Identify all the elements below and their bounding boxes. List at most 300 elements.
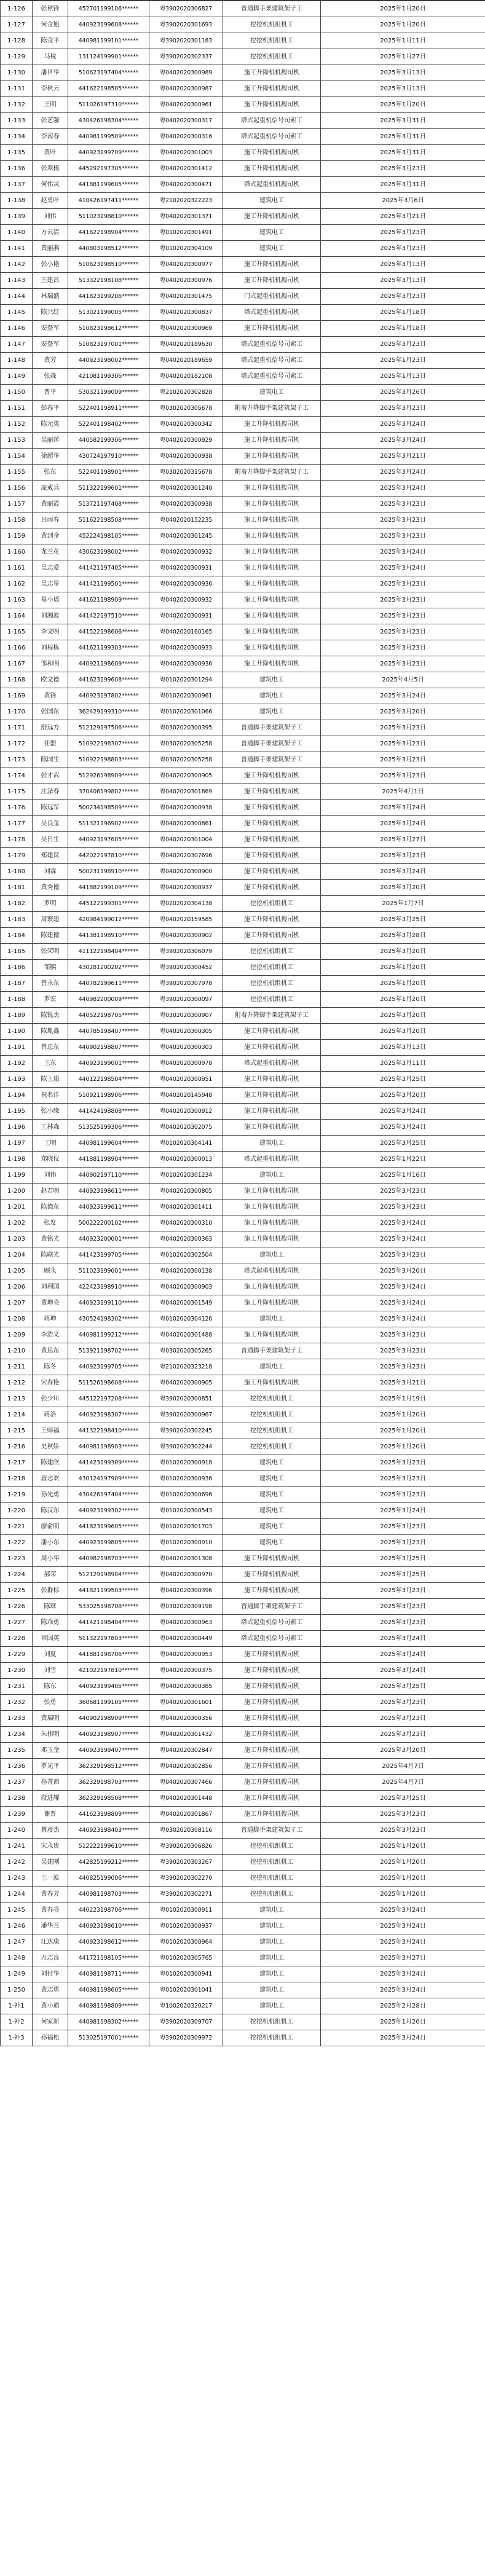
id-number-cell: 440923199608****** [68,17,149,33]
operation-type-cell: 附着升降脚手架建筑架子工 [223,465,321,481]
certificate-number-cell: 粤3902020307978 [149,976,223,992]
certificate-number-cell: 粤0402020301412 [149,161,223,177]
worker-name-cell: 王明 [33,1136,68,1152]
certificate-number-cell: 粤0102020304126 [149,1311,223,1327]
id-number-cell: 512926198909****** [68,768,149,784]
operation-type-cell: 施工升降机机搜司机 [223,784,321,800]
id-number-cell: 441421197405****** [68,560,149,576]
worker-name-cell: 张少川 [33,1391,68,1407]
table-row [1,161,485,177]
certificate-number-cell: 粤0402020300902 [149,928,223,944]
table-row [1,1327,485,1343]
id-number-cell: 441381198910****** [68,928,149,944]
row-number-cell: 1-167 [1,656,33,672]
table-row [1,976,485,992]
issue-date-cell: 2025年3月23日 [321,1327,485,1343]
id-number-cell: 440981198703****** [68,1887,149,1903]
id-number-cell: 511622198508****** [68,512,149,528]
worker-name-cell: 周繁建 [33,912,68,928]
issue-date-cell: 2025年3月23日 [321,1455,485,1471]
id-number-cell: 522401198901****** [68,465,149,481]
table-row [1,1200,485,1215]
worker-name-cell: 张荣明 [33,944,68,960]
operation-type-cell: 建筑电工 [223,704,321,720]
row-number-cell: 1-244 [1,1887,33,1903]
id-number-cell: 441821199503****** [68,1583,149,1599]
operation-type-cell: 施工升降机机搜司机 [223,928,321,944]
worker-name-cell: 祝名洋 [33,1088,68,1104]
id-number-cell: 441421198404****** [68,1615,149,1631]
certificate-number-cell: 粤0402020300938 [149,800,223,816]
worker-name-cell: 曾永东 [33,976,68,992]
id-number-cell: 441721198105****** [68,1950,149,1966]
row-number-cell: 1-181 [1,880,33,896]
row-number-cell: 1-172 [1,736,33,752]
issue-date-cell: 2025年1月20日 [321,976,485,992]
table-row [1,832,485,848]
issue-date-cell: 2025年3月24日 [321,1918,485,1934]
id-number-cell: 440923197605****** [68,832,149,848]
worker-name-cell: 王明 [33,97,68,113]
row-number-cell: 1-194 [1,1088,33,1104]
operation-type-cell: 挖挖机机组机工 [223,976,321,992]
worker-name-cell: 李浩义 [33,1327,68,1343]
row-number-cell: 1-128 [1,33,33,49]
operation-type-cell: 普通脚手架建筑架子工 [223,1599,321,1615]
operation-type-cell: 挖挖机机组机工 [223,1871,321,1887]
operation-type-cell: 施工升降机机搜司机 [223,576,321,592]
table-row [1,1823,485,1839]
operation-type-cell: 施工升降机机搜司机 [223,1663,321,1679]
row-number-cell: 1-136 [1,161,33,177]
issue-date-cell: 2025年1月20日 [321,1439,485,1455]
row-number-cell: 1-179 [1,848,33,864]
row-number-cell: 1-224 [1,1567,33,1583]
worker-name-cell: 吴丽萍 [33,433,68,449]
table-row [1,1934,485,1950]
roster-table [0,1,485,2046]
certificate-number-cell: 粤0102020301041 [149,1982,223,1998]
certificate-number-cell: 粤2102020323218 [149,1359,223,1375]
worker-name-cell: 刘利国 [33,1279,68,1295]
table-row [1,1152,485,1168]
row-number-cell: 1-235 [1,1743,33,1759]
worker-name-cell: 邓玉金 [33,1743,68,1759]
row-number-cell: 1-208 [1,1311,33,1327]
certificate-number-cell: 粤0102020300964 [149,1934,223,1950]
id-number-cell: 452701199106****** [68,1,149,17]
operation-type-cell: 建筑电工 [223,1982,321,1998]
table-row [1,1918,485,1934]
worker-name-cell: 张小艳 [33,257,68,273]
row-number-cell: 1-207 [1,1295,33,1311]
table-row [1,337,485,353]
operation-type-cell: 施工升降机机搜司机 [223,1583,321,1599]
operation-type-cell: 塔式起重机机搜司机 [223,1152,321,1168]
worker-name-cell: 张艺馨 [33,113,68,129]
issue-date-cell: 2025年3月23日 [321,720,485,736]
issue-date-cell: 2025年3月13日 [321,1040,485,1056]
issue-date-cell: 2025年3月20日 [321,1088,485,1104]
table-row [1,816,485,832]
id-number-cell: 440981199604****** [68,1136,149,1152]
row-number-cell: 1-203 [1,1231,33,1247]
table-row [1,608,485,624]
row-number-cell: 1-246 [1,1918,33,1934]
worker-name-cell: 潘世华 [33,65,68,81]
issue-date-cell: 2025年3月23日 [321,768,485,784]
operation-type-cell: 塔式起重机信号司索工 [223,113,321,129]
certificate-number-cell: 粤3902020301183 [149,33,223,49]
operation-type-cell: 施工升降机机搜司机 [223,1551,321,1567]
worker-name-cell: 刘湘波 [33,608,68,624]
table-row [1,1551,485,1567]
table-row [1,912,485,928]
table-row [1,672,485,688]
operation-type-cell: 施工升降机机搜司机 [223,161,321,177]
operation-type-cell: 建筑电工 [223,1359,321,1375]
issue-date-cell: 2025年3月20日 [321,944,485,960]
issue-date-cell: 2025年3月25日 [321,1791,485,1807]
id-number-cell: 430281200202****** [68,960,149,976]
issue-date-cell: 2025年3月23日 [321,1711,485,1727]
issue-date-cell: 2025年3月20日 [321,1008,485,1024]
row-number-cell: 1-222 [1,1535,33,1551]
row-number-cell: 1-126 [1,1,33,17]
table-row [1,1647,485,1663]
id-number-cell: 512129197506****** [68,720,149,736]
issue-date-cell: 2025年3月20日 [321,1263,485,1279]
issue-date-cell: 2025年3月24日 [321,816,485,832]
issue-date-cell: 2025年1月13日 [321,369,485,385]
table-row [1,704,485,720]
certificate-number-cell: 粤0402020300912 [149,1104,223,1120]
table-row [1,113,485,129]
worker-name-cell: 周小华 [33,1551,68,1567]
id-number-cell: 440921198609****** [68,656,149,672]
certificate-number-cell: 粤0402020300963 [149,1615,223,1631]
issue-date-cell: 2025年3月25日 [321,1072,485,1088]
worker-name-cell: 刘霖 [33,864,68,880]
id-number-cell: 440223198706****** [68,1903,149,1918]
worker-name-cell: 吴志爱 [33,560,68,576]
id-number-cell: 440785198407****** [68,1024,149,1040]
issue-date-cell: 2025年3月24日 [321,800,485,816]
operation-type-cell: 施工升降机机搜司机 [223,1679,321,1695]
operation-type-cell: 建筑电工 [223,241,321,257]
worker-name-cell: 王林森 [33,1120,68,1136]
row-number-cell: 1-215 [1,1423,33,1439]
row-number-cell: 1-157 [1,497,33,512]
row-number-cell: 1-213 [1,1391,33,1407]
issue-date-cell: 2025年1月20日 [321,1855,485,1871]
certificate-number-cell: 粤3902020301693 [149,17,223,33]
worker-name-cell: 陈联光 [33,1247,68,1263]
operation-type-cell: 附着升降脚手架建筑架子工 [223,1008,321,1024]
id-number-cell: 513921198702****** [68,1343,149,1359]
certificate-number-cell: 粤0402020301240 [149,481,223,497]
worker-name-cell: 任盟 [33,736,68,752]
id-number-cell: 440923199405****** [68,1679,149,1695]
id-number-cell: 440582199306****** [68,433,149,449]
worker-name-cell: 宋春艳 [33,1375,68,1391]
certificate-number-cell: 粤0402020300317 [149,113,223,129]
table-row [1,1439,485,1455]
id-number-cell: 440981199212****** [68,1327,149,1343]
id-number-cell: 445122197208****** [68,1391,149,1407]
table-row [1,1279,485,1295]
issue-date-cell: 2025年3月24日 [321,544,485,560]
table-row [1,481,485,497]
worker-name-cell: 张小缘 [33,1104,68,1120]
id-number-cell: 512129198904****** [68,1567,149,1583]
issue-date-cell: 2025年3月23日 [321,1807,485,1823]
operation-type-cell: 普通脚手架建筑架子工 [223,720,321,736]
id-number-cell: 442022197810****** [68,848,149,864]
operation-type-cell: 塔式起重机信号司索工 [223,1631,321,1647]
certificate-number-cell: 粤0402020301475 [149,289,223,305]
certificate-number-cell: 粤3902020300097 [149,992,223,1008]
id-number-cell: 441423199705****** [68,1247,149,1263]
id-number-cell: 441882199109****** [68,880,149,896]
certificate-number-cell: 粤0402020307466 [149,1775,223,1791]
certificate-number-cell: 粤2102020302828 [149,385,223,401]
operation-type-cell: 施工升降机机搜司机 [223,145,321,161]
issue-date-cell: 2025年3月24日 [321,1215,485,1231]
row-number-cell: 1-200 [1,1184,33,1200]
certificate-number-cell: 粤3902020306079 [149,944,223,960]
operation-type-cell: 建筑电工 [223,1918,321,1934]
table-row [1,1359,485,1375]
table-row [1,1263,485,1279]
id-number-cell: 441424198808****** [68,1104,149,1120]
row-number-cell: 1-171 [1,720,33,736]
certificate-number-cell: 粤0402020301308 [149,1551,223,1567]
table-row [1,273,485,289]
id-number-cell: 510823197001****** [68,337,149,353]
issue-date-cell: 2025年3月23日 [321,512,485,528]
row-number-cell: 1-209 [1,1327,33,1343]
row-number-cell: 1-205 [1,1263,33,1279]
worker-name-cell: 黄春亮 [33,1903,68,1918]
certificate-number-cell: 粤3902020300452 [149,960,223,976]
id-number-cell: 440981199509****** [68,129,149,145]
issue-date-cell: 2025年3月20日 [321,880,485,896]
operation-type-cell: 建筑电工 [223,1487,321,1503]
worker-name-cell: 李秋云 [33,81,68,97]
issue-date-cell: 2025年3月26日 [321,385,485,401]
table-row [1,1791,485,1807]
issue-date-cell: 2025年3月23日 [321,1583,485,1599]
issue-date-cell: 2025年3月23日 [321,401,485,417]
operation-type-cell: 挖挖机机组机工 [223,1391,321,1407]
id-number-cell: 440923198403****** [68,1823,149,1839]
operation-type-cell: 塔式起重机信号司索工 [223,1615,321,1631]
id-number-cell: 440923198907****** [68,1727,149,1743]
row-number-cell: 1-148 [1,353,33,369]
id-number-cell: 430724197910****** [68,449,149,465]
id-number-cell: 430623198002****** [68,544,149,560]
worker-name-cell: 彭春平 [33,401,68,417]
row-number-cell: 1-195 [1,1104,33,1120]
row-number-cell: 1-177 [1,816,33,832]
id-number-cell: 440923199611****** [68,1200,149,1215]
row-number-cell: 1-225 [1,1583,33,1599]
worker-name-cell: 陈乖勇 [33,1615,68,1631]
table-row [1,1008,485,1024]
id-number-cell: 500231198910****** [68,864,149,880]
worker-name-cell: 张发 [33,1215,68,1231]
worker-name-cell: 顾永 [33,1263,68,1279]
worker-name-cell: 赵勇叶 [33,193,68,209]
table-row [1,1679,485,1695]
worker-name-cell: 罗宏 [33,992,68,1008]
table-row [1,528,485,544]
row-number-cell: 1-132 [1,97,33,113]
operation-type-cell: 建筑电工 [223,1950,321,1966]
certificate-number-cell: 粤0102020301491 [149,225,223,241]
issue-date-cell: 2025年3月23日 [321,1519,485,1535]
issue-date-cell: 2025年3月23日 [321,1359,485,1375]
operation-type-cell: 建筑电工 [223,1168,321,1184]
worker-name-cell: 黄到金 [33,528,68,544]
issue-date-cell: 2025年3月23日 [321,1695,485,1711]
row-number-cell: 1-249 [1,1966,33,1982]
table-row [1,1535,485,1551]
issue-date-cell: 2025年1月22日 [321,1152,485,1168]
row-number-cell: 1-226 [1,1599,33,1615]
operation-type-cell: 施工升降机机搜司机 [223,624,321,640]
certificate-number-cell: 粤0402020300138 [149,1263,223,1279]
certificate-number-cell: 粤3902020306827 [149,1,223,17]
worker-name-cell: 陈远军 [33,800,68,816]
id-number-cell: 362329198703****** [68,1775,149,1791]
certificate-number-cell: 粤0402020302847 [149,1743,223,1759]
operation-type-cell: 挖挖机机组机工 [223,17,321,33]
worker-name-cell: 安登军 [33,337,68,353]
table-row [1,1247,485,1263]
certificate-number-cell: 粤0402020300932 [149,592,223,608]
worker-name-cell: 陈冬 [33,1359,68,1375]
issue-date-cell: 2025年3月24日 [321,1663,485,1679]
worker-name-cell: 刘夏 [33,1647,68,1663]
certificate-number-cell: 粤0402020300989 [149,65,223,81]
row-number-cell: 1-216 [1,1439,33,1455]
row-number-cell: 1-165 [1,624,33,640]
issue-date-cell: 2025年3月24日 [321,1120,485,1136]
certificate-number-cell: 粤0402020300013 [149,1152,223,1168]
row-number-cell: 1-229 [1,1647,33,1663]
table-row [1,512,485,528]
id-number-cell: 441622198904****** [68,225,149,241]
table-row [1,848,485,864]
issue-date-cell: 2025年3月21日 [321,1375,485,1391]
operation-type-cell: 挖挖机机组机工 [223,2014,321,2030]
table-row [1,321,485,337]
id-number-cell: 360681199105****** [68,1695,149,1711]
issue-date-cell: 2025年3月23日 [321,1727,485,1743]
id-number-cell: 420984199012****** [68,912,149,928]
certificate-number-cell: 粤0402020300310 [149,1215,223,1231]
row-number-cell: 1-185 [1,944,33,960]
worker-name-cell: 陈金平 [33,33,68,49]
row-number-cell: 1-170 [1,704,33,720]
row-number-cell: 1-127 [1,17,33,33]
row-number-cell: 1-204 [1,1247,33,1263]
worker-name-cell: 易小瑶 [33,592,68,608]
table-row [1,417,485,433]
row-number-cell: 1-189 [1,1008,33,1024]
operation-type-cell: 挖挖机机组机工 [223,944,321,960]
table-row [1,880,485,896]
issue-date-cell: 2025年1月11日 [321,33,485,49]
operation-type-cell: 施工升降机机搜司机 [223,1695,321,1711]
worker-name-cell: 徐超华 [33,449,68,465]
row-number-cell: 1-补1 [1,1998,33,2014]
certificate-number-cell: 粤3902020300967 [149,1407,223,1423]
table-row [1,2014,485,2030]
operation-type-cell: 施工升降机机搜司机 [223,864,321,880]
issue-date-cell: 2025年4月5日 [321,672,485,688]
issue-date-cell: 2025年3月23日 [321,640,485,656]
row-number-cell: 1-149 [1,369,33,385]
row-number-cell: 1-133 [1,113,33,129]
issue-date-cell: 2025年3月13日 [321,81,485,97]
operation-type-cell: 挖挖机机组机工 [223,1855,321,1871]
table-row [1,752,485,768]
table-row [1,1471,485,1487]
issue-date-cell: 2025年3月28日 [321,928,485,944]
worker-name-cell: 庄泽春 [33,784,68,800]
id-number-cell: 421022197810****** [68,1663,149,1679]
worker-name-cell: 庞戒兵 [33,481,68,497]
operation-type-cell: 施工升降机机搜司机 [223,481,321,497]
row-number-cell: 1-150 [1,385,33,401]
operation-type-cell: 建筑电工 [223,385,321,401]
table-row [1,1631,485,1647]
operation-type-cell: 塔式起重机信号司索工 [223,353,321,369]
certificate-number-cell: 粤0302020300395 [149,720,223,736]
operation-type-cell: 建筑电工 [223,225,321,241]
operation-type-cell: 建筑电工 [223,688,321,704]
issue-date-cell: 2025年3月24日 [321,1295,485,1311]
worker-name-cell: 黄丽霞 [33,497,68,512]
issue-date-cell: 2025年3月21日 [321,209,485,225]
operation-type-cell: 施工升降机机搜司机 [223,209,321,225]
table-row [1,81,485,97]
row-number-cell: 1-166 [1,640,33,656]
issue-date-cell: 2025年3月27日 [321,832,485,848]
row-number-cell: 1-218 [1,1471,33,1487]
row-number-cell: 1-143 [1,273,33,289]
issue-date-cell: 2025年3月24日 [321,1631,485,1647]
row-number-cell: 1-250 [1,1982,33,1998]
operation-type-cell: 挖挖机机组机工 [223,1887,321,1903]
issue-date-cell: 2025年3月24日 [321,1982,485,1998]
operation-type-cell: 塔式起重机机搜司机 [223,177,321,193]
issue-date-cell: 2025年3月23日 [321,1343,485,1359]
certificate-number-cell: 粤0402020300861 [149,816,223,832]
operation-type-cell: 施工升降机机搜司机 [223,832,321,848]
worker-name-cell: 吴日生 [33,832,68,848]
id-number-cell: 511026197310****** [68,97,149,113]
id-number-cell: 440923198002****** [68,353,149,369]
id-number-cell: 440825199006****** [68,1871,149,1887]
operation-type-cell: 塔式起重机机搜司机 [223,1056,321,1072]
row-number-cell: 1-214 [1,1407,33,1423]
row-number-cell: 1-221 [1,1519,33,1535]
issue-date-cell: 2025年3月23日 [321,848,485,864]
